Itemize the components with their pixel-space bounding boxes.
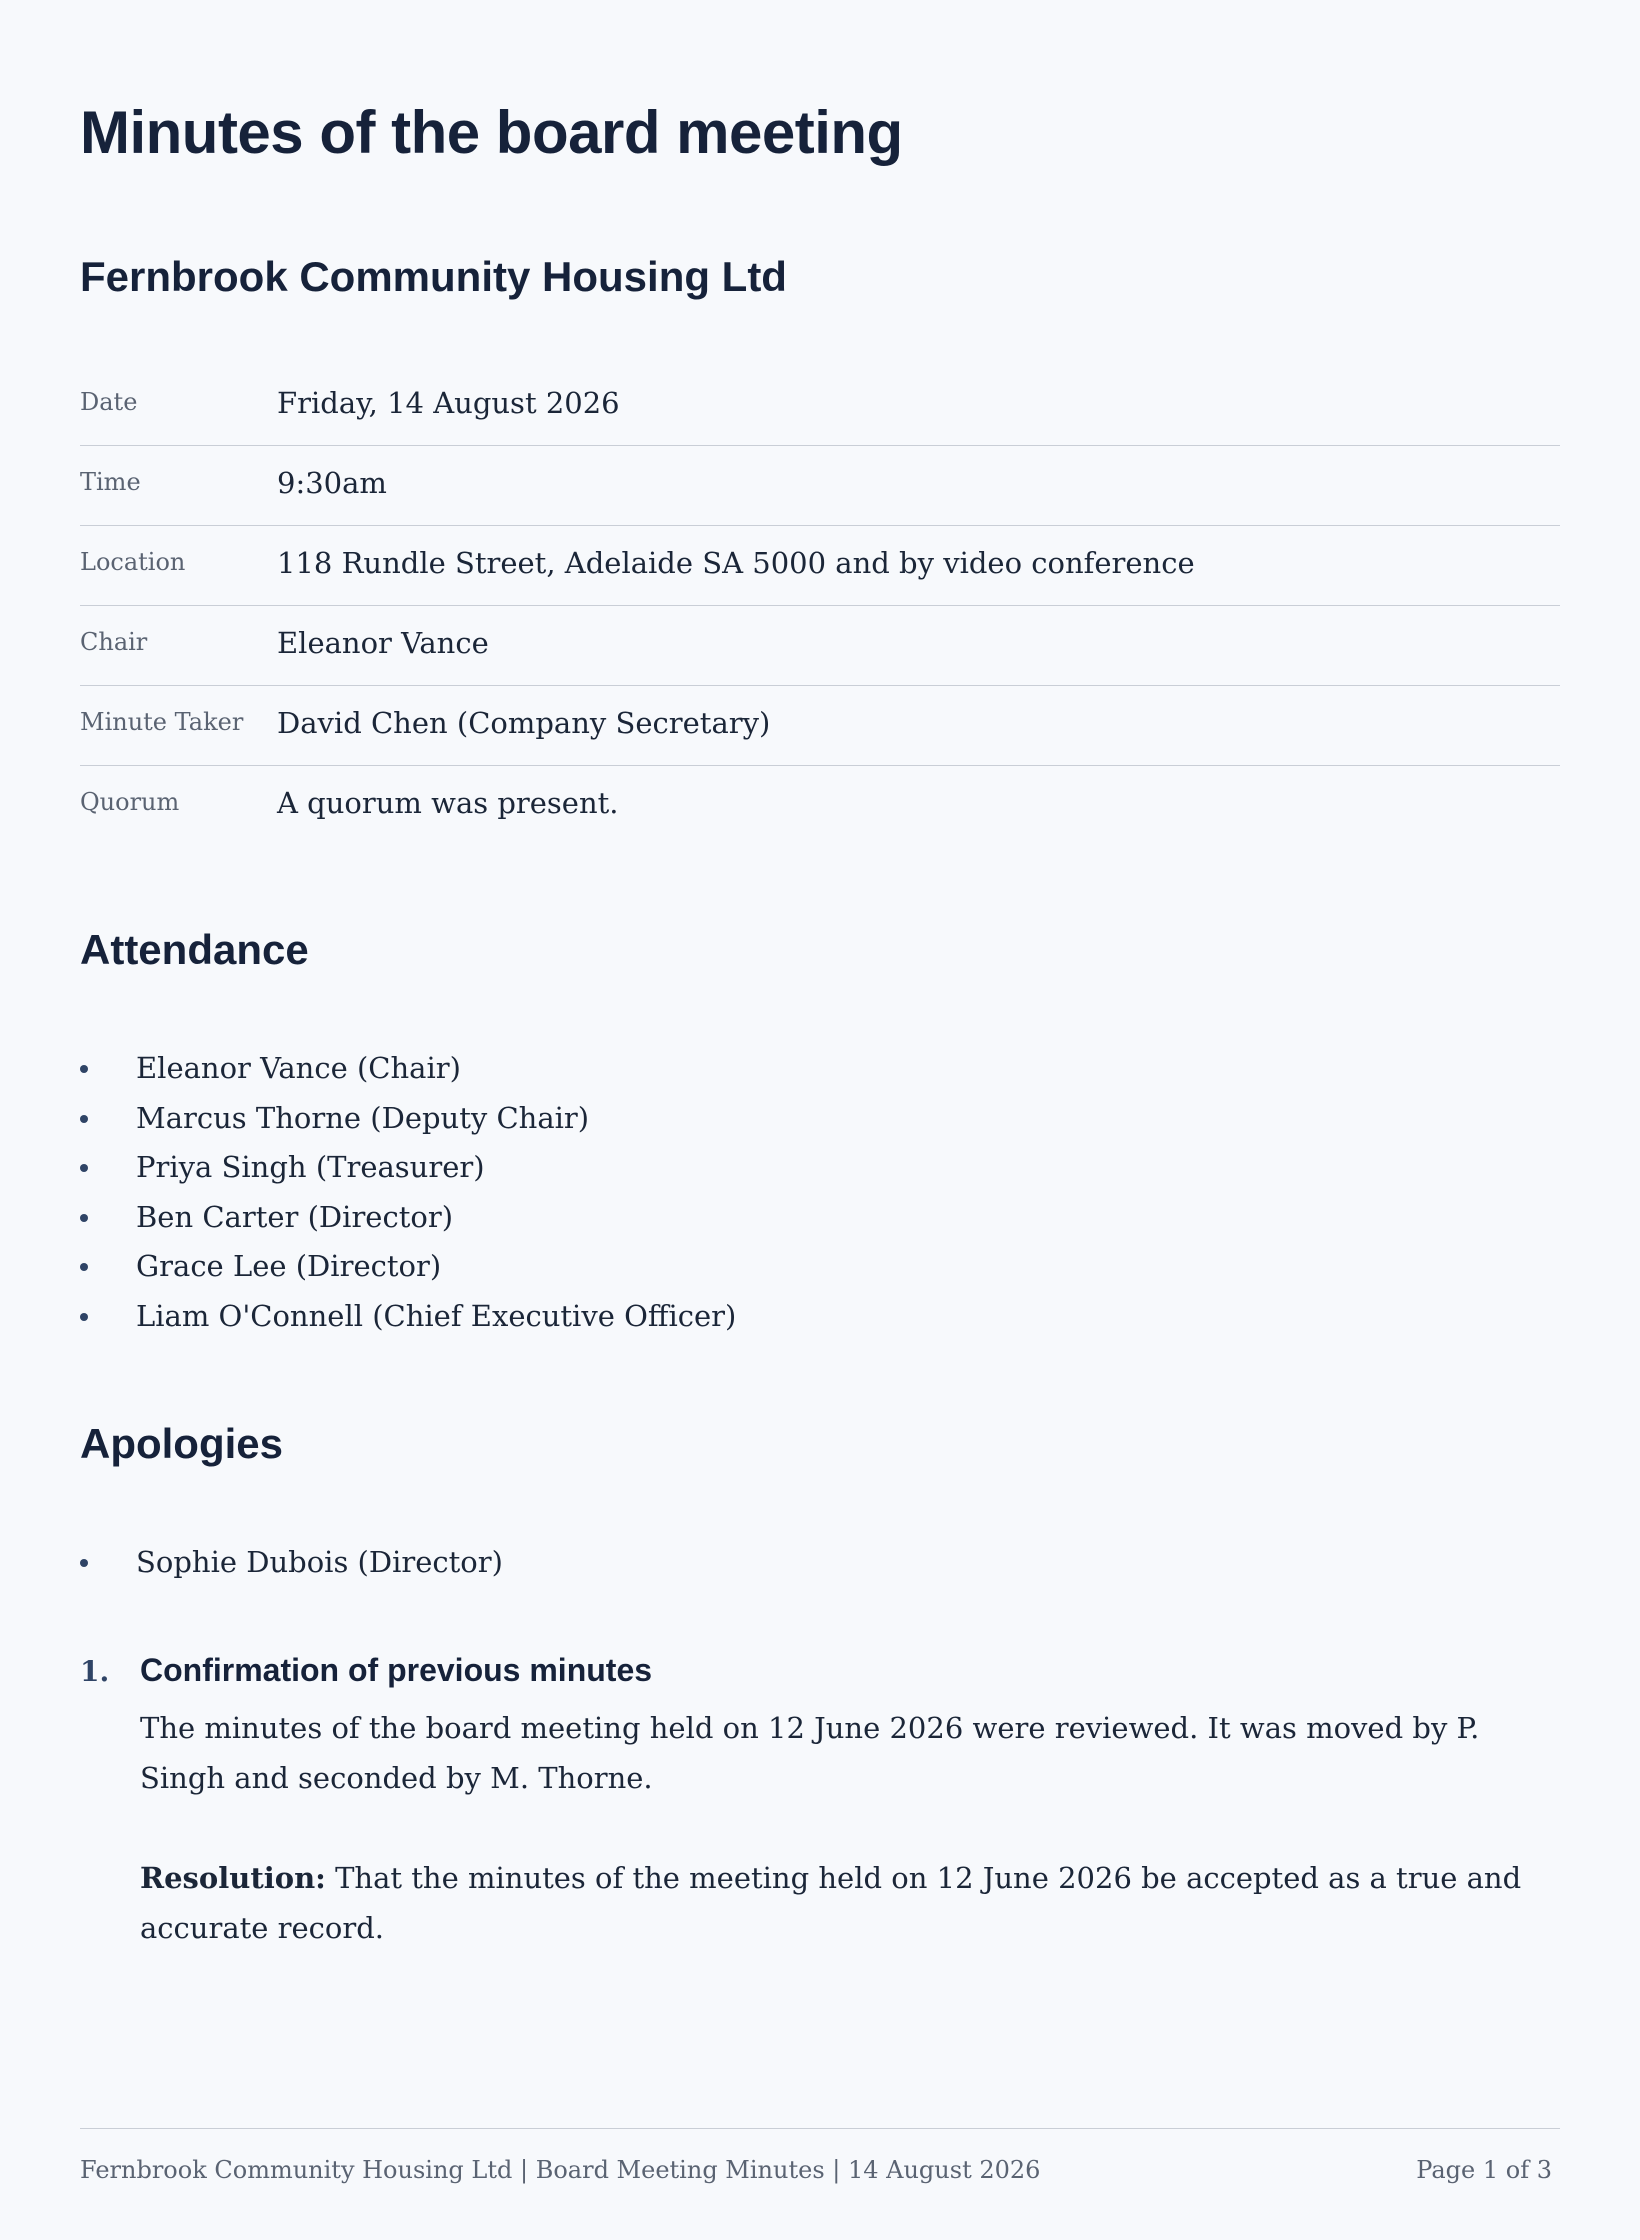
detail-row-date — [80, 366, 1560, 446]
attendee-name: Grace Lee (Director) — [136, 1249, 442, 1283]
apology-name: Sophie Dubois (Director) — [136, 1545, 503, 1579]
attendee-name: Priya Singh (Treasurer) — [136, 1150, 485, 1184]
agenda-item-body: The minutes of the board meeting held on 12 June 2026 were reviewed. It was moved by P. Singh and seconded by M. Thorne. — [140, 1711, 1480, 1795]
footer-text: Fernbrook Community Housing Ltd | Board Meeting Minutes | 14 August 2026 — [80, 2156, 1041, 2184]
list-item — [80, 1094, 736, 1144]
list-item — [80, 1538, 503, 1588]
agenda-item — [80, 1647, 1560, 1953]
page-number: Page 1 of 3 — [1416, 2156, 1552, 2184]
resolution-paragraph — [140, 1853, 1560, 1953]
bullet-icon — [80, 1263, 88, 1271]
footer-divider — [80, 2128, 1560, 2129]
detail-label: Minute Taker — [80, 708, 244, 736]
apologies-heading: Apologies — [80, 1420, 284, 1467]
detail-value: David Chen (Company Secretary) — [277, 706, 771, 740]
detail-label: Quorum — [80, 788, 180, 816]
list-item — [80, 1193, 736, 1243]
page-title: Minutes of the board meeting — [80, 99, 903, 166]
bullet-icon — [80, 1313, 88, 1321]
resolution-label: Resolution: — [140, 1861, 326, 1895]
detail-value: Friday, 14 August 2026 — [277, 386, 620, 420]
attendee-name: Marcus Thorne (Deputy Chair) — [136, 1100, 590, 1135]
list-item — [80, 1242, 736, 1292]
agenda-item-number: 1. — [80, 1655, 110, 1688]
detail-value: A quorum was present. — [277, 786, 619, 820]
detail-row-quorum — [80, 766, 1560, 846]
detail-row-minute-taker — [80, 686, 1560, 766]
detail-label: Time — [80, 468, 141, 496]
attendee-name: Ben Carter (Director) — [136, 1199, 454, 1234]
agenda-item-title: Confirmation of previous minutes — [140, 1652, 653, 1688]
list-item — [80, 1044, 736, 1094]
meeting-details-table — [80, 366, 1560, 846]
bullet-icon — [80, 1214, 88, 1222]
detail-value: 118 Rundle Street, Adelaide SA 5000 and by video conference — [277, 546, 1195, 580]
bullet-icon — [80, 1164, 88, 1172]
list-item — [80, 1143, 736, 1193]
apologies-list — [80, 1538, 503, 1588]
attendee-name: Eleanor Vance (Chair) — [136, 1051, 461, 1085]
bullet-icon — [80, 1559, 88, 1567]
detail-label: Date — [80, 388, 138, 416]
organisation-name: Fernbrook Community Housing Ltd — [80, 253, 787, 300]
attendance-list — [80, 1044, 736, 1341]
attendee-name: Liam O'Connell (Chief Executive Officer) — [136, 1298, 737, 1333]
detail-row-time — [80, 446, 1560, 526]
detail-value: Eleanor Vance — [277, 626, 489, 660]
detail-row-location — [80, 526, 1560, 606]
detail-value: 9:30am — [277, 466, 387, 500]
list-item — [80, 1292, 736, 1342]
detail-label: Location — [80, 548, 186, 576]
attendance-heading: Attendance — [80, 926, 309, 973]
resolution-text: That the minutes of the meeting held on 12 June 2026 be accepted as a true and accurate record. — [140, 1861, 1522, 1945]
bullet-icon — [80, 1115, 88, 1123]
bullet-icon — [80, 1065, 88, 1073]
detail-label: Chair — [80, 628, 148, 656]
detail-row-chair — [80, 606, 1560, 686]
